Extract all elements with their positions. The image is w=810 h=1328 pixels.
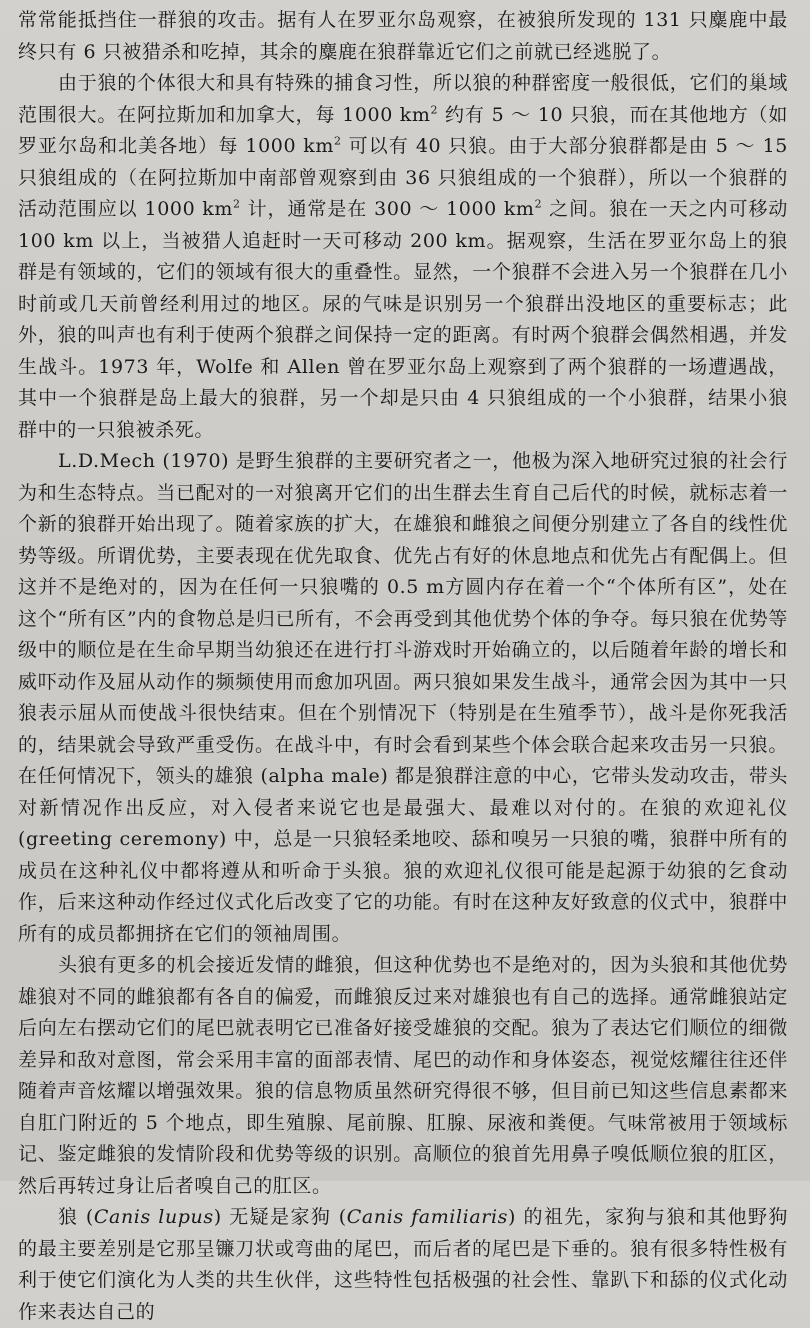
superscript: 2 — [430, 103, 439, 117]
text-run: 常常能抵挡住一群狼的攻击。据有人在罗亚尔岛观察，在被狼所发现的 131 只麋鹿中最终只有 6 只被猎杀和吃掉，其余的麋鹿在狼群靠近它们之前就已经逃脱了。 — [18, 9, 788, 63]
species-name: Canis familiaris — [346, 1206, 508, 1228]
paragraph-population-density — [18, 68, 788, 446]
superscript: 2 — [534, 197, 543, 211]
text-run: 计，通常是在 300 ～ 1000 km — [240, 198, 535, 220]
text-run: 约有 5 ～ 10 只狼，而在其他地方（如罗亚尔岛和北美各地）每 1000 km — [18, 103, 788, 157]
paragraph-social-behavior — [18, 446, 788, 950]
paragraph-alpha-mating — [18, 950, 788, 1202]
text-run: L.D.Mech (1970) 是野生狼群的主要研究者之一，他极为深入地研究过狼的社会行为和生态特点。当已配对的一对狼离开它们的出生群去生育自己后代的时候，就标志着一个新的狼群开始出现了。随着家族的扩大，在雄狼和雌狼之间便分别建立了各自的线性优势等级。所谓优势，主要表现在优先取食、优先占有好的休息地点和优先占有配偶上。但这并不是绝对的，因为在任何一只狼嘴的 0.5 m方圆内存在着一个“个体所有区”，处在这个“所有区”内的食物总是归已所有，不会再受到其他优势个体的争夺。每只狼在优势等级中的顺位是在生命早期当幼狼还在进行打斗游戏时开始确立的，以后随着年龄的增长和威吓动作及屈从动作的频频使用而愈加巩固。两只狼如果发生战斗，通常会因为其中一只狼表示屈从而使战斗很快结束。但在个别情况下（特别是在生殖季节），战斗是你死我活的，结果就会导致严重受伤。在战斗中，有时会看到某些个体会联合起来攻击另一只狼。在任何情况下，领头的雄狼 (alpha male) 都是狼群注意的中心，它带头发动攻击，带头对新情况作出反应，对入侵者来说它也是最强大、最难以对付的。在狼的欢迎礼仪 (greeting ceremony) 中，总是一只狼轻柔地咬、舔和嗅另一只狼的嘴，狼群中所有的成员在这种礼仪中都将遵从和听命于头狼。狼的欢迎礼仪很可能是起源于幼狼的乞食动作，后来这种动作经过仪式化后改变了它的功能。有时在这种友好致意的仪式中，狼群中所有的成员都拥挤在它们的领袖周围。 — [18, 450, 788, 945]
text-run: 之间。狼在一天之内可移动 100 km 以上，当被猎人追赶时一天可移动 200 km。据观察，生活在罗亚尔岛上的狼群是有领域的，它们的领域有很大的重叠性。显然，一个狼群不会进入另一个狼群在几小时前或几天前曾经利用过的地区。尿的气味是识别另一个狼群出没地区的重要标志；此外，狼的叫声也有利于使两个狼群之间保持一定的距离。有时两个狼群会偶然相遇，并发生战斗。1973 年，Wolfe 和 Allen 曾在罗亚尔岛上观察到了两个狼群的一场遭遇战，其中一个狼群是岛上最大的狼群，另一个却是只由 4 只狼组成的一个小狼群，结果小狼群中的一只狼被杀死。 — [18, 198, 788, 441]
superscript: 2 — [233, 197, 241, 211]
superscript: 2 — [333, 134, 342, 148]
text-run: ) 的祖先，家狗与狼和其他野狗的最主要差别是它那呈镰刀状或弯曲的尾巴，而后者的尾巴是下垂的。狼有很多特性极有利于使它们演化为人类的共生伙伴，这些特性包括极强的社会性、靠趴下和舔的仪式化动作来表达自己的 — [18, 1206, 788, 1323]
paragraph-dog-ancestor — [18, 1202, 788, 1328]
document-page — [0, 5, 810, 1323]
text-run: 由于狼的个体很大和具有特殊的捕食习性，所以狼的种群密度一般很低，它们的巢域范围很大。在阿拉斯加和加拿大，每 1000 km — [18, 72, 788, 126]
text-run: ) 无疑是家狗 ( — [213, 1206, 347, 1228]
species-name: Canis lupus — [93, 1206, 214, 1228]
text-run: 头狼有更多的机会接近发情的雌狼，但这种优势也不是绝对的，因为头狼和其他优势雄狼对不同的雌狼都有各自的偏爱，而雌狼反过来对雄狼也有自己的选择。通常雌狼站定后向左右摆动它们的尾巴就表明它已准备好接受雄狼的交配。狼为了表达它们顺位的细微差异和敌对意图，常会采用丰富的面部表情、尾巴的动作和身体姿态，视觉炫耀往往还伴随着声音炫耀以增强效果。狼的信息物质虽然研究得很不够，但目前已知这些信息素都来自肛门附近的 5 个地点，即生殖腺、尾前腺、肛腺、尿液和粪便。气味常被用于领域标记、鉴定雌狼的发情阶段和优势等级的识别。高顺位的狼首先用鼻子嗅低顺位狼的肛区，然后再转过身让后者嗅自己的肛区。 — [18, 954, 788, 1197]
text-run: 狼 ( — [58, 1206, 94, 1228]
paragraph-moose-escape — [18, 5, 788, 68]
text-run: 可以有 40 只狼。由于大部分狼群都是由 5 ～ 15 只狼组成的（在阿拉斯加中南部曾观察到由 36 只狼组成的一个狼群），所以一个狼群的活动范围应以 1000 km — [18, 135, 788, 220]
